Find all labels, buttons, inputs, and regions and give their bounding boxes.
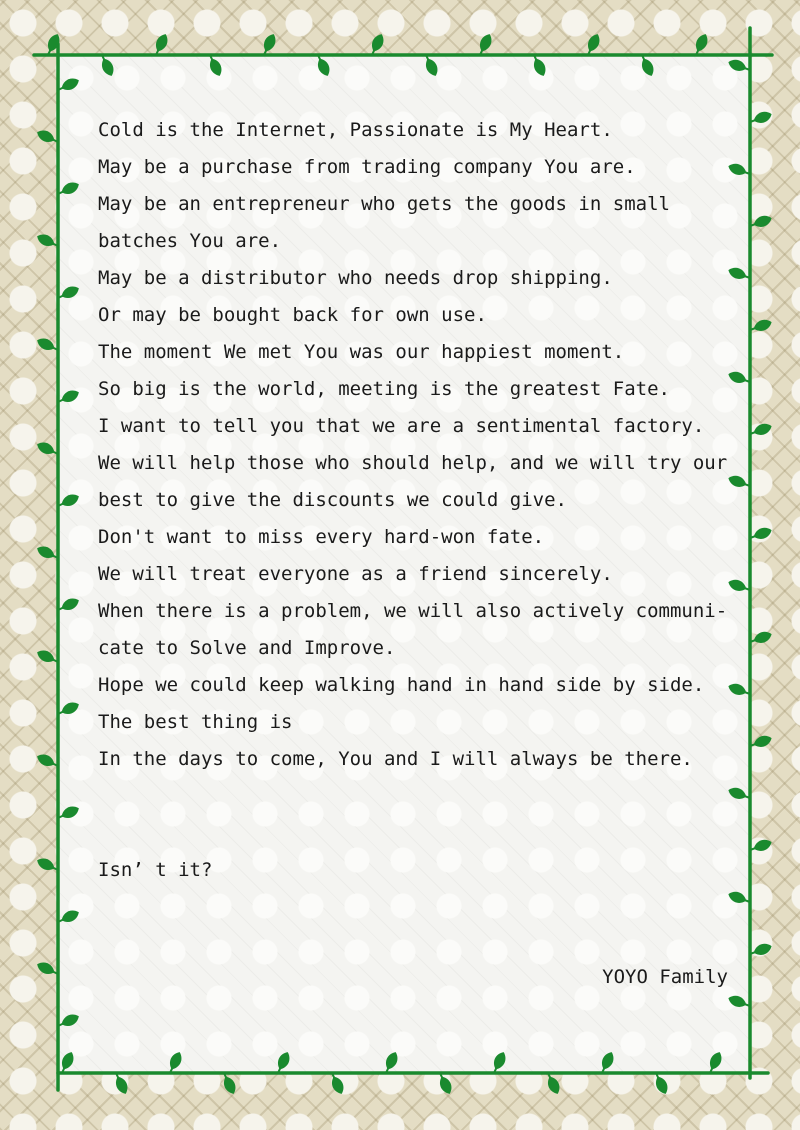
letter-line: Cold is the Internet, Passionate is My Heart. bbox=[98, 119, 613, 141]
letter-line: batches You are. bbox=[98, 230, 282, 252]
letter-line: The best thing is bbox=[98, 711, 293, 733]
leaf-icon bbox=[727, 889, 752, 907]
leaf-icon bbox=[748, 421, 773, 439]
leaf-icon bbox=[748, 629, 773, 647]
leaf-icon bbox=[748, 213, 773, 231]
letter-line: Hope we could keep walking hand in hand side by side. bbox=[98, 674, 705, 696]
letter-line: Don't want to miss every hard-won fate. bbox=[98, 526, 545, 548]
leaf-icon bbox=[748, 525, 773, 543]
letter-lines bbox=[98, 112, 738, 778]
leaf-icon bbox=[748, 941, 773, 959]
letter-line: best to give the discounts we could give. bbox=[98, 489, 567, 511]
letter-line: May be a distributor who needs drop shipping. bbox=[98, 267, 613, 289]
signature: YOYO Family bbox=[602, 966, 728, 988]
letter-line: May be an entrepreneur who gets the goods in small bbox=[98, 193, 670, 215]
letter-line: We will help those who should help, and we will try our bbox=[98, 452, 728, 474]
letter-line: The moment We met You was our happiest moment. bbox=[98, 341, 625, 363]
letter-line: When there is a problem, we will also actively communi- bbox=[98, 600, 728, 622]
letter-line: In the days to come, You and I will always be there. bbox=[98, 748, 693, 770]
leaf-icon bbox=[748, 109, 773, 127]
leaf-icon bbox=[727, 57, 752, 75]
letter-line: We will treat everyone as a friend sincerely. bbox=[98, 563, 613, 585]
closing-line: Isn’ t it? bbox=[98, 859, 213, 881]
leaf-icon bbox=[748, 733, 773, 751]
letter-line: I want to tell you that we are a sentimental factory. bbox=[98, 415, 705, 437]
letter-line: cate to Solve and Improve. bbox=[98, 637, 396, 659]
leaf-icon bbox=[748, 837, 773, 855]
letter-line: May be a purchase from trading company You are. bbox=[98, 156, 636, 178]
letter-line: Or may be bought back for own use. bbox=[98, 304, 487, 326]
letter-line: So big is the world, meeting is the greatest Fate. bbox=[98, 378, 670, 400]
leaf-icon bbox=[727, 993, 752, 1011]
leaf-icon bbox=[748, 317, 773, 335]
letter-body bbox=[98, 112, 738, 889]
